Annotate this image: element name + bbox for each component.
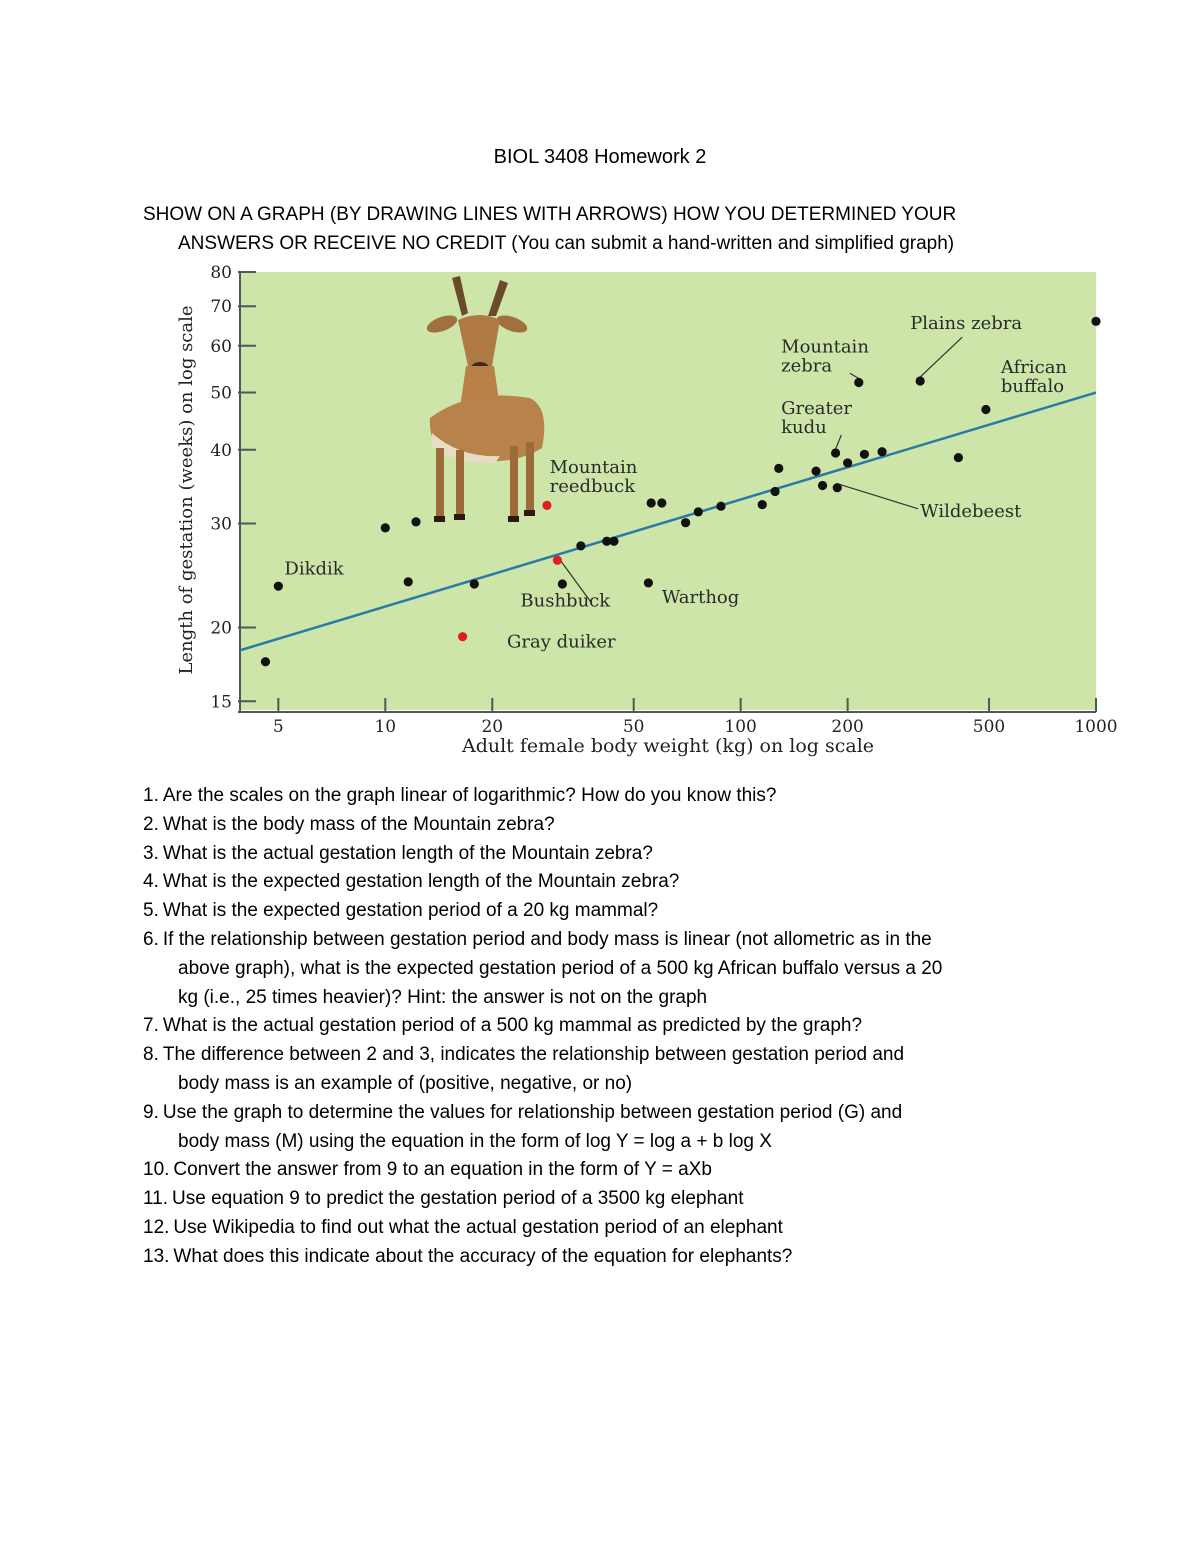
question-number: 1. [143,785,159,806]
y-tick-label: 80 [210,263,232,283]
question-text-continued: body mass is an example of (positive, negative, or no) [178,1072,633,1094]
instructions-line-2: ANSWERS OR RECEIVE NO CREDIT (You can submit a hand-written and simplified graph) [178,233,955,254]
point-annotation: Wildebeest [920,500,1022,522]
question-text-continued: above graph), what is the expected gestation period of a 500 kg African buffalo versus a 20 [178,957,943,979]
question-item [143,1012,1103,1041]
document-title: BIOL 3408 Homework 2 [493,146,707,168]
x-tick-label: 200 [831,717,864,737]
question-item [143,1185,1103,1214]
point-annotation: Mountain reedbuck [549,457,638,498]
data-point [657,498,666,507]
point-annotation: Greater kudu [781,397,853,438]
question-number: 2. [143,813,159,835]
x-tick-label: 20 [481,717,504,737]
y-tick-label: 30 [210,514,232,535]
point-annotation: African buffalo [1000,356,1068,397]
y-tick-label: 50 [210,383,232,404]
question-item [143,1214,1103,1243]
question-text: Use the graph to determine the values for relationship between gestation period (G) and [162,1101,903,1123]
question-item [143,782,1103,811]
question-text: Use Wikipedia to find out what the actual gestation period of an elephant [173,1216,783,1238]
x-tick-label: 50 [622,717,645,737]
question-text: What is the expected gestation length of the Mountain zebra? [162,871,680,893]
question-item [143,840,1103,869]
y-tick-label: 15 [210,692,232,713]
data-point [647,498,656,507]
x-tick-label: 500 [972,717,1006,737]
x-tick-label: 10 [374,717,397,737]
data-point [854,378,863,387]
question-number: 11. [143,1188,169,1210]
instructions-line-1: SHOW ON A GRAPH (BY DRAWING LINES WITH ARROWS) HOW YOU DETERMINED YOUR [143,204,957,225]
question-number: 5. [143,900,159,922]
point-annotation: Mountain zebra [781,336,869,377]
data-point [758,500,767,509]
data-point [811,467,820,476]
data-point [553,556,562,565]
data-point [542,501,551,510]
plot-background [240,272,1096,710]
data-point [843,458,852,467]
question-text: What is the actual gestation period of a 500 kg mammal as predicted by the graph? [162,1015,863,1037]
point-annotation: Bushbuck [520,590,611,612]
point-annotation: Plains zebra [910,313,1023,335]
question-number: 7. [143,1015,159,1037]
x-tick-label: 1000 [1074,717,1118,737]
data-point [694,507,703,516]
data-point [818,481,827,490]
data-point [833,483,842,492]
data-point [609,537,618,546]
point-annotation: Dikdik [284,558,344,580]
data-point [470,579,479,588]
question-text: Convert the answer from 9 to an equation in the form of Y = aXb [173,1159,712,1181]
question-item [143,868,1103,897]
data-point [716,502,725,511]
question-text-continued: kg (i.e., 25 times heavier)? Hint: the answer is not on the graph [178,986,708,1008]
question-item [143,1156,1103,1185]
question-text: What does this indicate about the accuracy of the equation for elephants? [173,1245,793,1267]
data-point [411,517,420,526]
question-number: 10. [143,1159,170,1181]
data-point [831,448,840,457]
data-point [877,447,886,456]
question-number: 6. [143,928,159,950]
y-axis-label: Length of gestation (weeks) on log scale [176,305,197,675]
data-point [274,582,283,591]
question-text: The difference between 2 and 3, indicates the relationship between gestation period and [162,1044,905,1066]
y-tick-label: 40 [210,440,232,461]
question-text: If the relationship between gestation period and body mass is linear (not allometric as in the [162,928,932,950]
question-text: Are the scales on the graph linear of logarithmic? How do you know this? [162,785,777,806]
y-tick-label: 60 [210,336,232,357]
question-list [143,782,1103,1272]
data-point [774,464,783,473]
data-point [954,453,963,462]
data-point [770,487,779,496]
x-tick-label: 5 [272,717,284,737]
question-number: 4. [143,871,159,893]
question-number: 3. [143,842,159,864]
data-point [261,657,270,666]
question-item [143,1243,1103,1272]
question-text-continued: body mass (M) using the equation in the form of log Y = log a + b log X [178,1130,772,1152]
data-point [981,405,990,414]
data-point [404,577,413,586]
question-text: What is the expected gestation period of a 20 kg mammal? [162,900,659,922]
data-point [1091,317,1100,326]
data-point [681,518,690,527]
point-annotation: Warthog [661,587,740,609]
question-item [143,811,1103,840]
data-point [558,579,567,588]
x-tick-label: 100 [724,717,757,737]
question-number: 13. [143,1245,170,1267]
gestation-scatter-chart [170,258,1130,768]
question-number: 8. [143,1044,159,1066]
question-number: 12. [143,1216,170,1238]
y-tick-label: 20 [210,618,232,639]
question-text: What is the actual gestation length of the Mountain zebra? [162,842,653,864]
data-point [576,541,585,550]
question-item [143,897,1103,926]
y-tick-label: 70 [210,297,232,318]
data-point [860,450,869,459]
question-item [143,1041,1103,1099]
x-axis-label: Adult female body weight (kg) on log scale [461,735,875,757]
question-number: 9. [143,1101,159,1123]
data-point [644,578,653,587]
question-text: Use equation 9 to predict the gestation period of a 3500 kg elephant [172,1188,744,1210]
data-point [458,632,467,641]
question-item [143,926,1103,1012]
question-item [143,1099,1103,1157]
point-annotation: Gray duiker [506,631,616,653]
data-point [381,523,390,532]
data-point [916,376,925,385]
question-text: What is the body mass of the Mountain zebra? [162,813,555,835]
